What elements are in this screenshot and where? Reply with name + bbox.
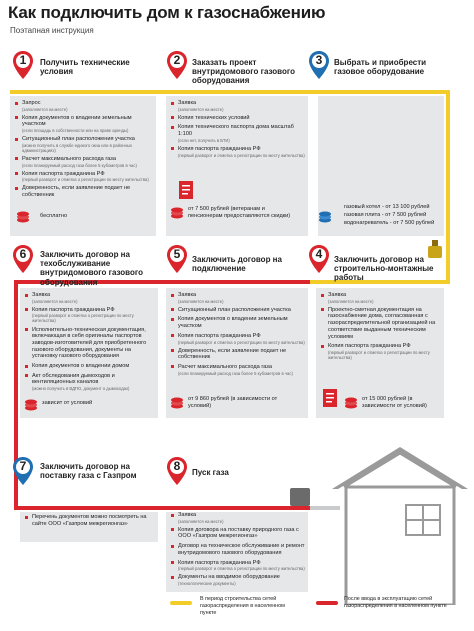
document-item-text: Копия паспорта гражданина РФ bbox=[22, 170, 105, 177]
gas-meter-icon bbox=[290, 488, 310, 506]
document-item-note: (первый разворот и отметка о регистрации по месту жительства) bbox=[32, 313, 134, 324]
document-item-note: (первый разворот и отметка о регистрации по месту жительства) bbox=[178, 566, 305, 572]
page-title: Как подключить дом к газоснабжению bbox=[8, 3, 326, 22]
step-4-title: Заключить договор на строительно-монтажные работы bbox=[334, 255, 434, 283]
step-7-title: Заключить договор на поставку газа с Газпром bbox=[40, 462, 137, 481]
step-3-number: 3 bbox=[315, 53, 323, 67]
document-item-text: Исполнительно-техническая документация, включающая в себя оригиналы паспортов заводов-изготовителей для приобретенного газового оборудования, документы на установку газового оборудования bbox=[32, 326, 147, 360]
document-item-note: (первый разворот и отметка о регистрации по месту жительства) bbox=[22, 177, 149, 183]
document-item bbox=[170, 115, 306, 122]
document-item-text: Запрос bbox=[22, 100, 41, 106]
document-item-text: Копия технического паспорта дома масштаб 1:100 bbox=[178, 124, 294, 138]
page-subtitle: Поэтапная инструкция bbox=[10, 26, 94, 35]
document-item-text: Копия паспорта гражданина РФ bbox=[32, 306, 115, 313]
document-item-text: Договор на техническое обслуживание и ремонт внутридомового газового оборудования bbox=[178, 543, 305, 556]
step-1-marker bbox=[12, 50, 34, 80]
document-item-text: Копия паспорта гражданина РФ bbox=[178, 145, 261, 152]
step-1-number: 1 bbox=[19, 53, 27, 67]
document-item-note: (если нет, получить в БТИ) bbox=[178, 137, 230, 143]
legend-left: В период строительства сетей газораспределения в населенном пункте bbox=[200, 596, 285, 616]
document-item bbox=[24, 327, 156, 361]
document-icon bbox=[178, 180, 194, 200]
step-5-marker bbox=[166, 244, 188, 274]
legend-pipe-red bbox=[316, 601, 338, 605]
document-item bbox=[170, 527, 306, 540]
document-item bbox=[170, 316, 306, 329]
coins-icon bbox=[318, 210, 332, 222]
document-item-note: (можно получить в службе единого окна или в районных администрациях) bbox=[22, 142, 133, 153]
document-item-note: (первый разворот и отметка о регистрации по месту жительства) bbox=[328, 349, 430, 360]
pipe-row3 bbox=[14, 506, 314, 510]
document-item bbox=[24, 307, 156, 324]
document-item-text: Доверенность, если заявление подает не собственник bbox=[22, 185, 131, 199]
document-item-note: (заполняется на месте) bbox=[328, 298, 374, 304]
document-item bbox=[24, 363, 156, 370]
step-6-documents bbox=[24, 292, 156, 394]
coins-icon bbox=[344, 396, 358, 408]
document-item-note: (первый разворот и отметка о регистрации по месту жительства) bbox=[178, 339, 305, 345]
document-item-text: Заявка bbox=[178, 100, 197, 106]
document-item-text: Акт обследования дымоходов и вентиляционных каналов bbox=[32, 372, 115, 386]
step-2-title: Заказать проект внутридомового газового оборудования bbox=[192, 58, 295, 86]
house-illustration bbox=[330, 445, 470, 610]
document-item-note: (заполняется на месте) bbox=[178, 298, 224, 304]
document-item-text: Доверенность, если заявление подает не собственник bbox=[178, 347, 287, 361]
document-item bbox=[320, 307, 442, 341]
step-5-title: Заключить договор на подключение bbox=[192, 255, 282, 274]
step-4-number: 4 bbox=[315, 247, 323, 261]
document-item-note: (если площадь в собственности или на праве аренды) bbox=[22, 128, 129, 134]
document-item-text: Копия паспорта гражданина РФ bbox=[178, 332, 261, 339]
step-1-documents bbox=[14, 100, 154, 202]
document-item-text: Заявка bbox=[328, 292, 347, 298]
step-3-cost-2: газовая плита - от 7 500 рублей bbox=[344, 212, 427, 218]
pipe-right-down bbox=[446, 90, 450, 282]
document-item bbox=[170, 333, 306, 345]
document-item bbox=[14, 185, 154, 198]
document-item-text: Заявка bbox=[32, 292, 51, 298]
step-2-cost: от 7 500 рублей (ветеранам и пенсионерам предоставляются скидки) bbox=[188, 206, 291, 219]
coins-icon bbox=[24, 398, 38, 410]
document-item-text: Расчет максимального расхода газа bbox=[22, 155, 116, 162]
document-item-text: Ситуационный план расположения участка bbox=[22, 136, 135, 143]
document-item-note: (заполняется на месте) bbox=[178, 106, 224, 112]
step-8-marker bbox=[166, 456, 188, 486]
document-item bbox=[170, 574, 306, 586]
document-item bbox=[14, 100, 154, 112]
document-item bbox=[14, 171, 154, 183]
document-item-text: Заявка bbox=[178, 512, 197, 518]
step-5-number: 5 bbox=[173, 247, 181, 261]
step-2-marker bbox=[166, 50, 188, 80]
step-3-cost-3: водонагреватель - от 7 500 рублей bbox=[344, 220, 435, 226]
document-item-text: Проектно-сметная документация на газоснабжение дома, согласованная с газораспределительной организацией на соответствие выданным техническим условиям bbox=[328, 306, 436, 340]
step-6-title: Заключить договор на техобслуживание внутридомового газового оборудования bbox=[40, 250, 143, 287]
valve-icon bbox=[432, 240, 438, 246]
legend-right: После ввода в эксплуатацию сетей газораспределения в населенном пункте bbox=[344, 596, 447, 609]
step-1-title: Получить технические условия bbox=[40, 58, 130, 77]
document-item-note: (технологические документы) bbox=[178, 580, 236, 586]
document-item-text: Заявка bbox=[178, 292, 197, 298]
document-item bbox=[14, 136, 154, 153]
document-item bbox=[170, 543, 306, 556]
document-item bbox=[170, 348, 306, 361]
document-item-text: Копия документов о владении домом bbox=[32, 363, 130, 370]
step-6-marker bbox=[12, 244, 34, 274]
coins-icon bbox=[170, 206, 184, 218]
step-7-number: 7 bbox=[19, 459, 27, 473]
step-8-number: 8 bbox=[173, 459, 181, 473]
document-item-text: Перечень документов можно посмотреть на сайте ООО «Газпром межрегионгаз» bbox=[32, 514, 147, 527]
step-5-documents bbox=[170, 292, 306, 379]
step-1-cost: бесплатно bbox=[40, 213, 68, 219]
coins-icon bbox=[170, 396, 184, 408]
step-4-marker bbox=[308, 244, 330, 274]
pipe-row1 bbox=[10, 90, 448, 94]
step-3-title: Выбрать и приобрести газовое оборудование bbox=[334, 58, 427, 77]
step-8-title: Пуск газа bbox=[192, 468, 229, 477]
document-item bbox=[320, 292, 442, 304]
document-item bbox=[170, 124, 306, 142]
step-2-number: 2 bbox=[173, 53, 181, 67]
document-item-note: (заполняется на месте) bbox=[22, 106, 68, 112]
document-item bbox=[170, 146, 306, 158]
document-item bbox=[170, 364, 306, 376]
document-item-text: Копия паспорта гражданина РФ bbox=[328, 343, 411, 350]
document-item-text: Копия технических условий bbox=[178, 114, 250, 121]
document-item-note: (если планируемый расход газа более 5 кубометров в час) bbox=[178, 370, 293, 376]
document-item-text: Копия документов о владении земельным участком bbox=[178, 316, 288, 330]
document-item-text: Документы на вводимое оборудование bbox=[178, 574, 280, 581]
coins-icon bbox=[16, 210, 30, 222]
document-item bbox=[170, 100, 306, 112]
document-item-note: (заполняется на месте) bbox=[32, 298, 78, 304]
step-8-documents bbox=[170, 512, 306, 589]
step-2-documents bbox=[170, 100, 306, 161]
document-item-text: Копия договора на поставку природного газа с ООО «Газпром межрегионгаз» bbox=[178, 526, 299, 540]
document-item bbox=[14, 115, 154, 133]
document-item bbox=[170, 307, 306, 314]
document-item bbox=[24, 514, 156, 527]
step-7-documents bbox=[24, 514, 156, 530]
document-item bbox=[170, 292, 306, 304]
document-item bbox=[170, 512, 306, 524]
step-6-number: 6 bbox=[19, 247, 27, 261]
legend-pipe-yellow bbox=[170, 601, 192, 605]
step-6-cost: зависит от условий bbox=[42, 400, 93, 406]
step-3-cost-1: газовый котел - от 13 100 рублей bbox=[344, 204, 430, 210]
step-4-documents bbox=[320, 292, 442, 363]
document-item-note: (можно получить в ВДПО, документ о дымоходах) bbox=[32, 386, 130, 392]
document-item-text: Ситуационный план расположения участка bbox=[178, 306, 291, 313]
document-icon bbox=[322, 388, 338, 408]
document-item bbox=[24, 373, 156, 391]
document-item-text: Расчет максимального расхода газа bbox=[178, 363, 272, 370]
document-item bbox=[14, 156, 154, 168]
step-3-marker bbox=[308, 50, 330, 80]
step-4-cost: от 15 000 рублей (в зависимости от условий) bbox=[362, 396, 427, 409]
document-item-note: (первый разворот и отметка о регистрации по месту жительства) bbox=[178, 152, 305, 158]
step-7-marker bbox=[12, 456, 34, 486]
document-item bbox=[24, 292, 156, 304]
document-item-note: (заполняется на месте) bbox=[178, 518, 224, 524]
document-item-text: Копия документов о владении земельным участком bbox=[22, 114, 132, 128]
document-item bbox=[170, 560, 306, 572]
document-item bbox=[320, 343, 442, 360]
document-item-note: (если планируемый расход газа более 5 кубометров в час) bbox=[22, 162, 137, 168]
step-5-cost: от 9 860 рублей (в зависимости от условий) bbox=[188, 396, 278, 409]
document-item-text: Копия паспорта гражданина РФ bbox=[178, 559, 261, 566]
